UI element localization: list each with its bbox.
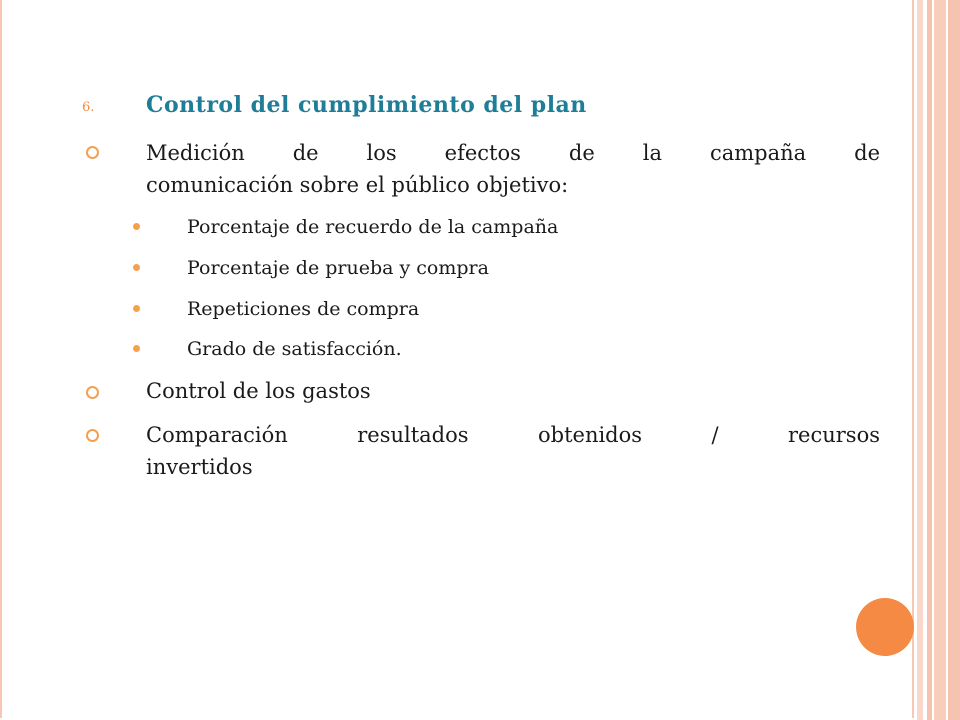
ring-bullet-icon [86,429,99,442]
slide-title: Control del cumplimiento del plan [146,92,587,118]
bullet-line: Medición de los efectos de la campaña de [146,141,880,165]
sub-bullet-item: Grado de satisfacción. [187,338,402,360]
bullet-line: Control de los gastos [146,379,371,403]
sub-bullet-item: Repeticiones de compra [187,298,420,320]
dot-bullet-icon [133,223,140,230]
sub-bullet-item: Porcentaje de prueba y compra [187,257,489,279]
sub-bullet-item: Porcentaje de recuerdo de la campaña [187,216,559,238]
bullet-line: invertidos [146,455,253,479]
dot-bullet-icon [133,264,140,271]
bullet-line: comunicación sobre el público objetivo: [146,173,569,197]
item-number: 6. [82,100,95,115]
dot-bullet-icon [133,345,140,352]
dot-bullet-icon [133,305,140,312]
ring-bullet-icon [86,386,99,399]
ring-bullet-icon [86,146,99,159]
bullet-line: Comparación resultados obtenidos / recursos [146,423,880,447]
